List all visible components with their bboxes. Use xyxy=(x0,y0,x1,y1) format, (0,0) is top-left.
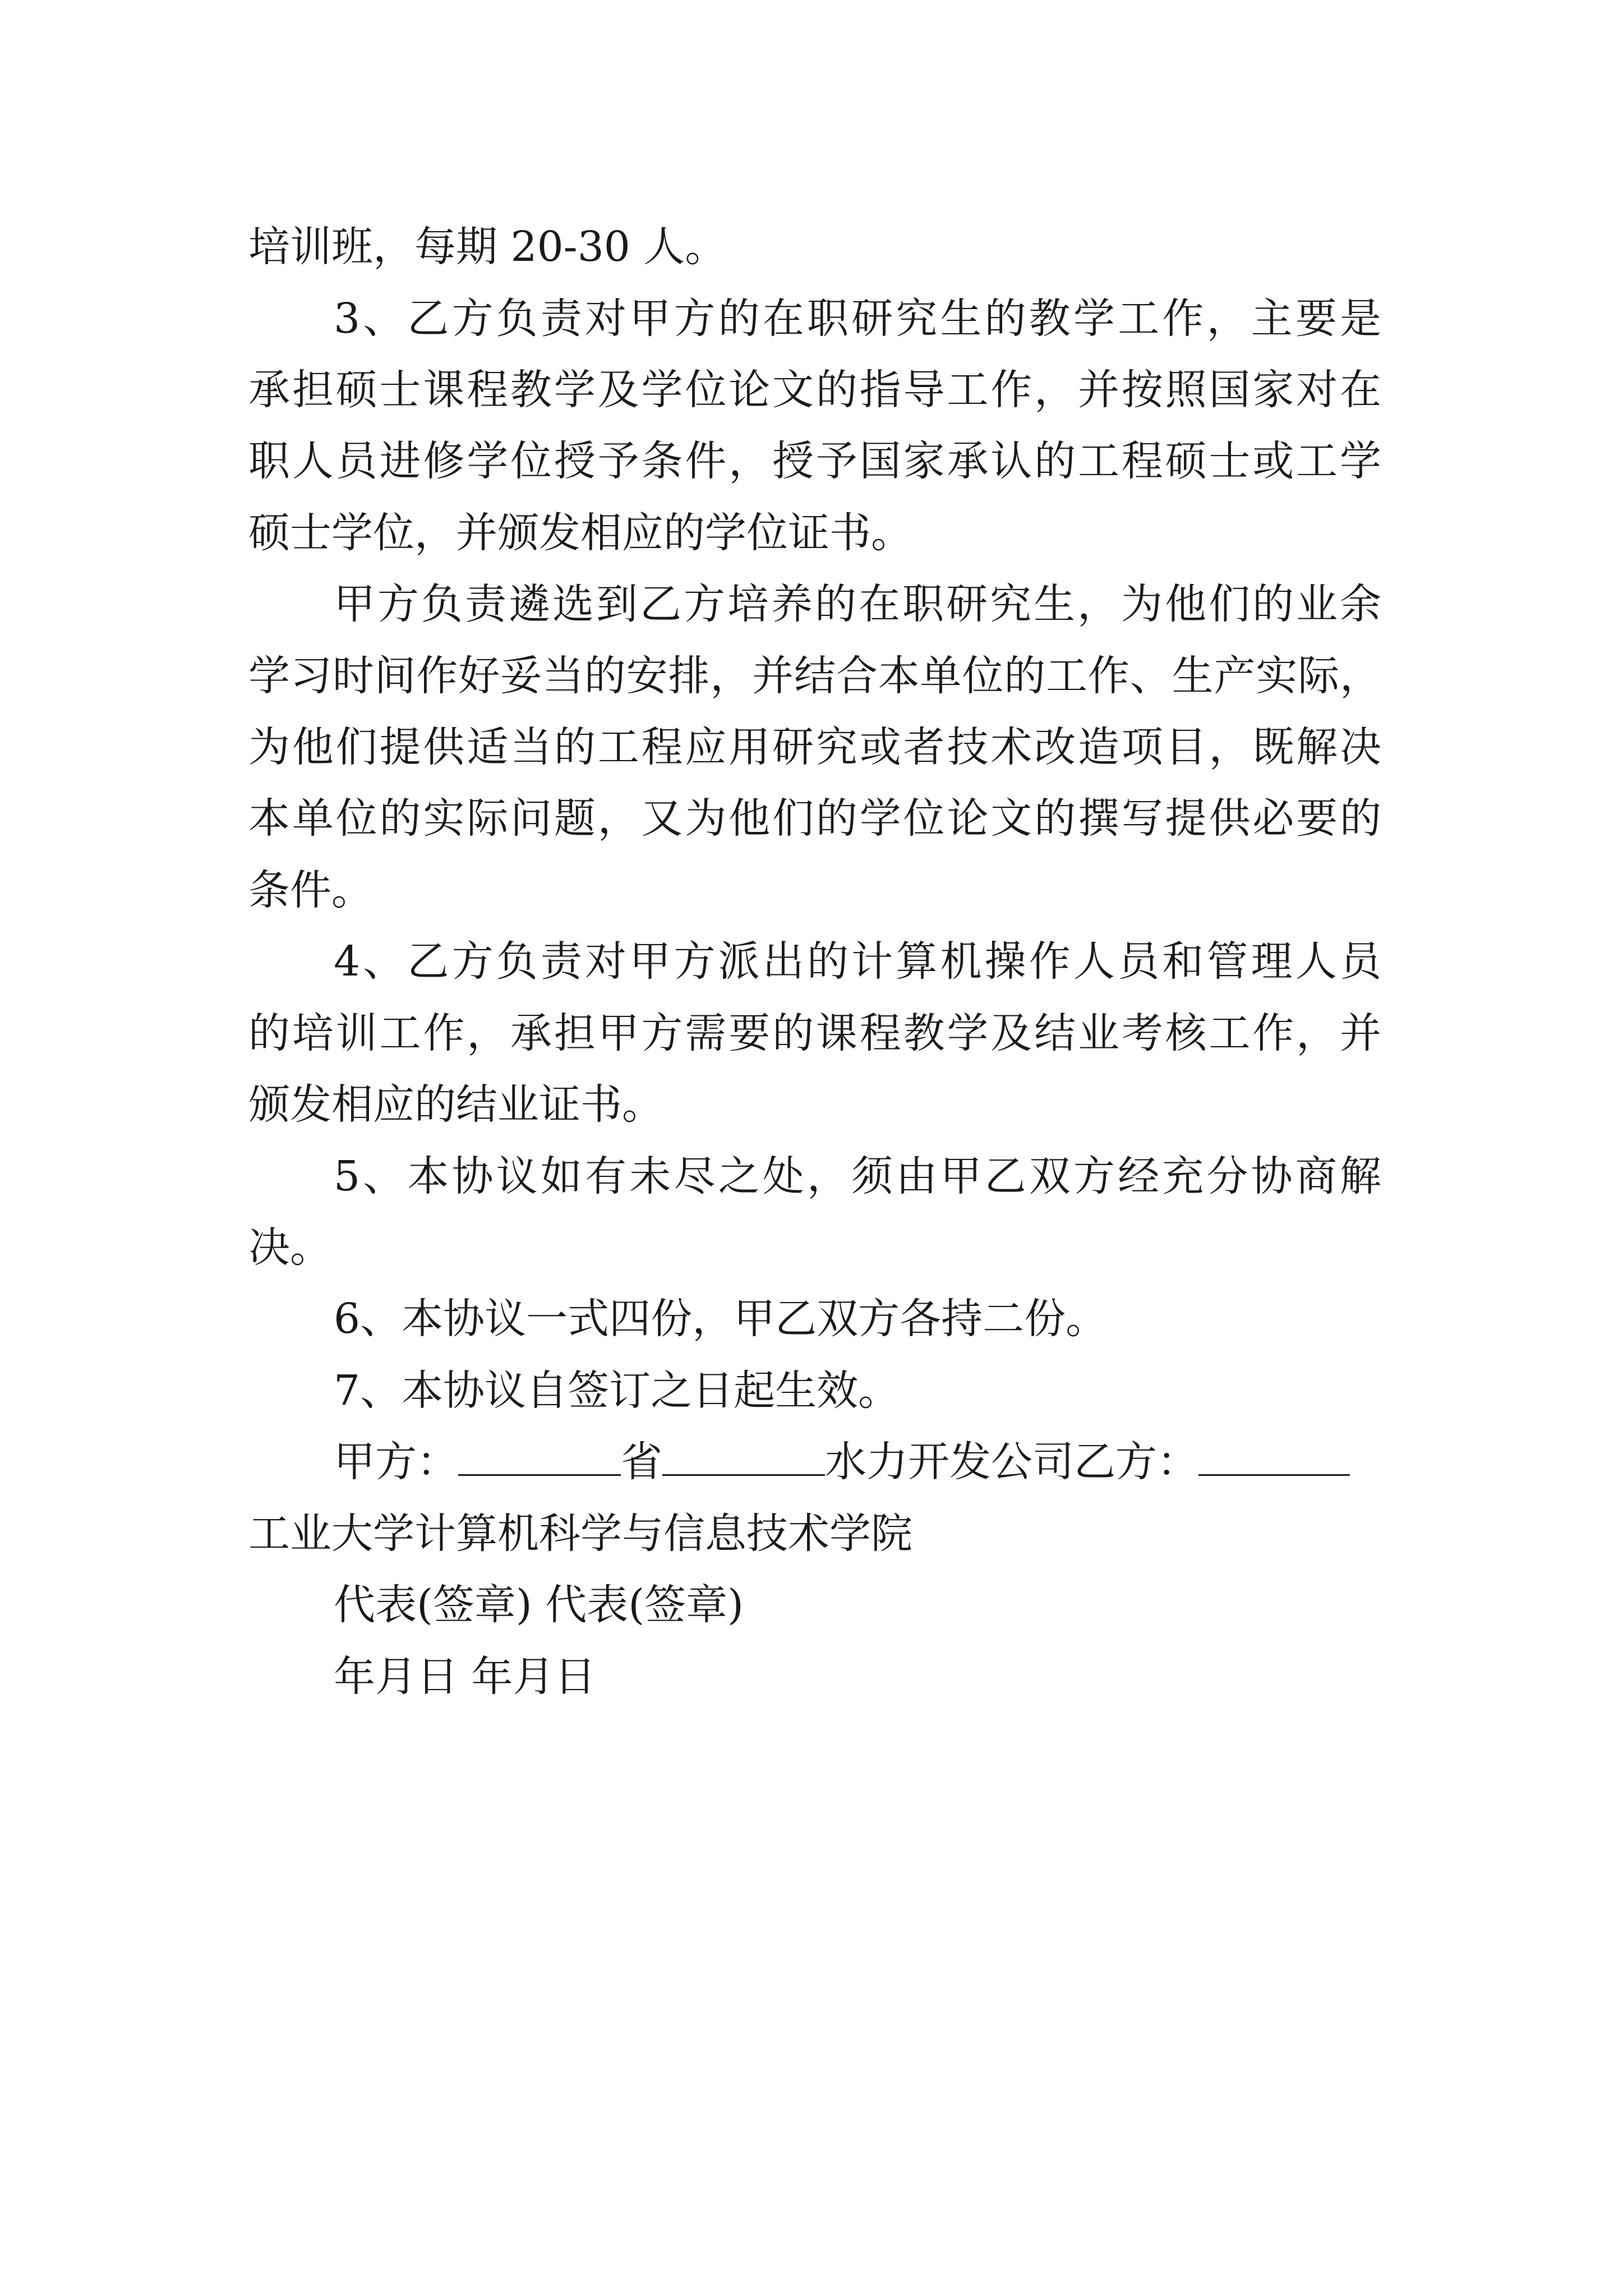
text-line: 7、本协议自签订之日起生效。 xyxy=(334,1366,900,1415)
text-line: 的培训工作，承担甲方需要的课程教学及结业考核工作，并 xyxy=(248,1009,1381,1057)
company-blank xyxy=(662,1435,825,1476)
text-line: 4、乙方负责对甲方派出的计算机操作人员和管理人员 xyxy=(334,937,1381,986)
text-line: 硕士学位，并颁发相应的学位证书。 xyxy=(248,509,912,557)
party-b-name: 工业大学计算机科学与信息技术学院 xyxy=(248,1510,912,1558)
text-line: 6、本协议一式四份，甲乙双方各持二份。 xyxy=(334,1295,1108,1343)
representative-line: 代表(签章) 代表(签章) xyxy=(334,1581,744,1629)
company-suffix: 水力开发公司乙方： xyxy=(825,1438,1198,1486)
date-line: 年月日 年月日 xyxy=(334,1653,596,1701)
province-suffix: 省 xyxy=(621,1438,662,1486)
text-line: 决。 xyxy=(248,1223,331,1272)
text-line: 甲方负责遴选到乙方培养的在职研究生，为他们的业余 xyxy=(334,580,1381,628)
signature-parties-line xyxy=(334,1434,1381,1490)
party-a-label: 甲方： xyxy=(334,1438,458,1486)
text-line: 职人员进修学位授予条件，授予国家承认的工程硕士或工学 xyxy=(248,437,1381,485)
text-line: 条件。 xyxy=(248,866,373,914)
text-line: 为他们提供适当的工程应用研究或者技术改造项目，既解决 xyxy=(248,723,1381,771)
text-line: 学习时间作好妥当的安排，并结合本单位的工作、生产实际， xyxy=(248,652,1381,700)
province-blank xyxy=(458,1435,621,1476)
text-line: 5、本协议如有未尽之处，须由甲乙双方经充分协商解 xyxy=(334,1152,1381,1200)
text-line: 承担硕士课程教学及学位论文的指导工作，并按照国家对在 xyxy=(248,366,1381,414)
text-line: 培训班，每期 20-30 人。 xyxy=(248,223,727,271)
text-line: 颁发相应的结业证书。 xyxy=(248,1080,663,1129)
text-line: 3、乙方负责对甲方的在职研究生的教学工作，主要是 xyxy=(334,295,1381,343)
party-b-blank xyxy=(1198,1435,1350,1476)
text-line: 本单位的实际问题，又为他们的学位论文的撰写提供必要的 xyxy=(248,794,1381,843)
